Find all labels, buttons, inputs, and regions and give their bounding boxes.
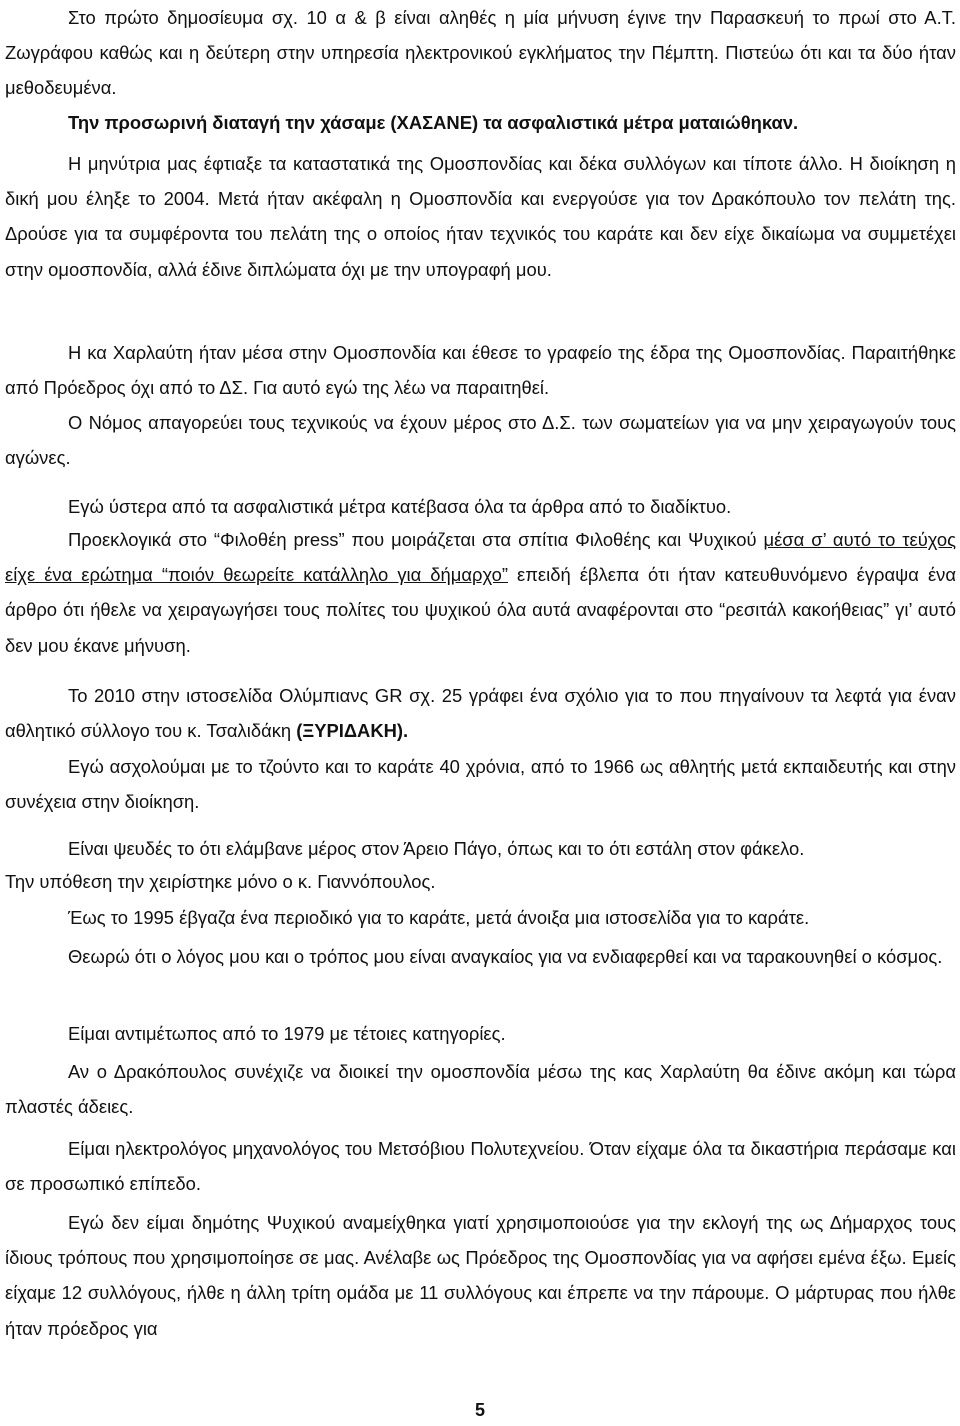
paragraph-16: Είμαι ηλεκτρολόγος μηχανολόγος του Μετσόβιου Πολυτεχνείου. Όταν είχαμε όλα τα δικαστήρια περάσαμε και σε προσωπικό επίπεδο. [5,1138,956,1195]
paragraph-3: Η μηνύτρια μας έφτιαξε τα καταστατικά της Ομοσπονδίας και δέκα συλλόγων και τίποτε άλλο. Η διοίκηση η δική μου έληξε το 2004. Μετά ήταν ακέφαλη η Ομοσπονδία και ενεργούσε για τον Δρακόπουλο τον πελάτη της. Δρούσε για τα συμφέροντα του πελάτη της ο οποίος ήταν τεχνικός του καράτε και δεν είχε δικαίωμα να συμμετέχει στην ομοσπονδία, αλλά έδινε διπλώματα όχι με την υπογραφή μου. [5,153,956,280]
paragraph-8 [5,678,956,748]
paragraph-5: Ο Νόμος απαγορεύει τους τεχνικούς να έχουν μέρος στο Δ.Σ. των σωματείων για να μην χειραγωγούν τους αγώνες. [5,412,956,469]
paragraph-7-part-3: επειδή έβλεπα ότι ήταν κατευθυνόμενο έγραψα ένα άρθρο ότι ήθελε να χειραγωγήσει τους πολίτες του ψυχικού όλα αυτά αναφέρονται στο “ρεσιτάλ κακοήθειας” γι’ αυτό δεν μου έκανε μήνυση. [5,564,956,656]
paragraph-7-part-1: Προεκλογικά στο “Φιλοθέη press” που μοιράζεται στα σπίτια Φιλοθέης και Ψυχικού [68,529,764,550]
paragraph-15: Αν ο Δρακόπουλος συνέχιζε να διοικεί την ομοσπονδία μέσω της κας Χαρλαύτη θα έδινε ακόμη και τώρα πλαστές άδειες. [5,1061,956,1118]
paragraph-7-underlined: μέσα σ’ αυτό το τεύχος είχε ένα ερώτημα “ποιόν θεωρείτε κατάλληλο για δήμαρχο” [5,529,957,586]
paragraph-17: Εγώ δεν είμαι δημότης Ψυχικού αναμείχθηκα γιατί χρησιμοποιούσε για την εκλογή της ως Δήμαρχος τους ίδιους τρόπους που χρησιμοποίησε σε μας. Ανέλαβε ως Πρόεδρος της Ομοσπονδίας για να αφήσει εμένα έξω. Εμείς είχαμε 12 συλλόγους, ήλθε η άλλη τρίτη ομάδα με 11 συλλόγους και έπρεπε να την πάρουμε. Ο μάρτυρας που ήλθε ήταν πρόεδρος για [5,1212,956,1339]
paragraph-11: Την υπόθεση την χειρίστηκε μόνο ο κ. Γιαννόπουλος. [5,871,436,892]
paragraph-7 [5,522,956,663]
paragraph-2-bold: Την προσωρινή διαταγή την χάσαμε (ΧΑΣΑΝΕ) τα ασφαλιστικά μέτρα ματαιώθηκαν. [68,112,799,133]
paragraph-1: Στο πρώτο δημοσίευμα σχ. 10 α & β είναι αληθές η μία μήνυση έγινε την Παρασκευή το πρωί στο Α.Τ. Ζωγράφου καθώς και η δεύτερη στην υπηρεσία ηλεκτρονικού εγκλήματος την Πέμπτη. Πιστεύω ότι και τα δύο ήταν μεθοδευμένα. [5,7,956,99]
paragraph-10: Είναι ψευδές το ότι ελάμβανε μέρος στον Άρειο Πάγο, όπως και το ότι εστάλη στον φάκελο. [68,838,805,859]
paragraph-9: Εγώ ασχολούμαι με το τζούντο και το καράτε 40 χρόνια, από το 1966 ως αθλητής μετά εκπαιδευτής και στην συνέχεια στην διοίκηση. [5,756,956,813]
paragraph-13: Θεωρώ ότι ο λόγος μου και ο τρόπος μου είναι αναγκαίος για να ενδιαφερθεί και να ταρακουνηθεί ο κόσμος. [68,946,943,967]
paragraph-6: Εγώ ύστερα από τα ασφαλιστικά μέτρα κατέβασα όλα τα άρθρα από το διαδίκτυο. [68,496,732,517]
paragraph-8-bold: (ΞΥΡΙΔΑΚΗ). [296,720,409,742]
paragraph-14: Είμαι αντιμέτωπος από το 1979 με τέτοιες κατηγορίες. [68,1023,506,1044]
paragraph-12: Έως το 1995 έβγαζα ένα περιοδικό για το καράτε, μετά άνοιξα μια ιστοσελίδα για το καράτε. [68,907,810,928]
paragraph-4: Η κα Χαρλαύτη ήταν μέσα στην Ομοσπονδία και έθεσε το γραφείο της έδρα της Ομοσπονδίας. Παραιτήθηκε από Πρόεδρος όχι από το ΔΣ. Για αυτό εγώ της λέω να παραιτηθεί. [5,342,956,399]
paragraph-8-part-1: Το 2010 στην ιστοσελίδα Ολύμπιανς GR σχ. 25 γράφει ένα σχόλιο για το που πηγαίνουν τα λεφτά για έναν αθλητικό σύλλογο του κ. Τσαλιδάκη [5,685,956,742]
page-number: 5 [474,1400,485,1420]
